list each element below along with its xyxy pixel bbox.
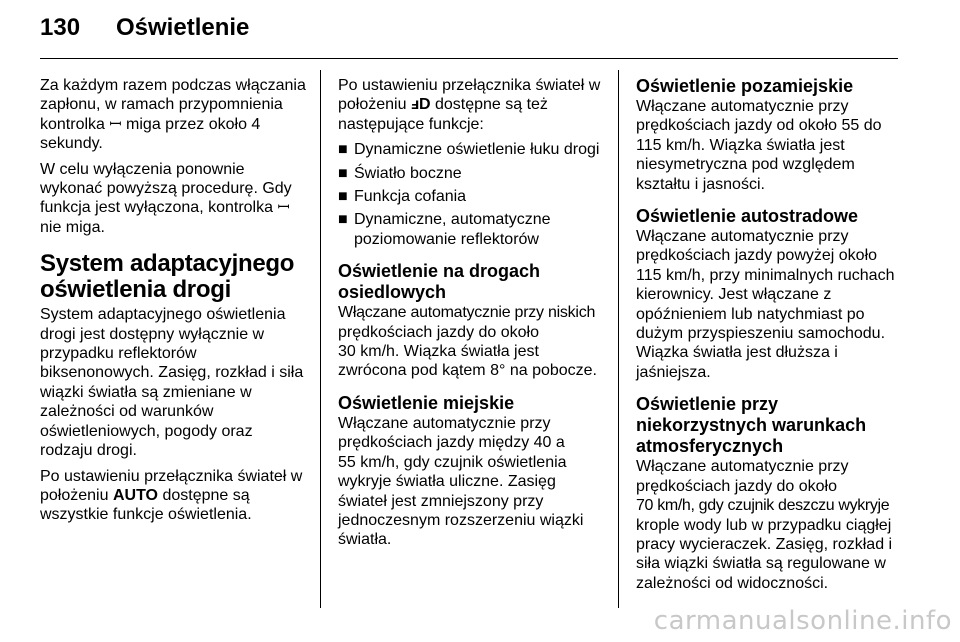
subheading-city-lighting: Oświetlenie miejskie [338,392,515,413]
list-item: ■ Dynamiczne, automatyczne poziomowanie reflektorów [338,211,551,248]
paragraph-low-beam-intro: Po ustawieniu przełącznika świateł w położeniu ⅎD dostępne są też następujące funkcje: [338,77,601,133]
bullet-icon: ■ [338,188,348,206]
paragraph-country-lighting: Włączane automatycznie przy niskich prędkościach jazdy do około 30 km/h. Wiązka światła jest zwrócona pod kątem 8° na pobocze. [338,304,597,380]
subheading-adverse-weather-lighting: Oświetlenie przy niekorzystnych warunkach atmosferycznych [636,394,867,457]
paragraph-rural-lighting: Włączane automatycznie przy prędkościach jazdy od około 55 do 115 km/h. Wiązka światła jest niesymetryczna pod względem kształtu i jasności. [636,98,882,193]
auto-label: AUTO [112,486,158,504]
paragraph-reminder: Za każdym razem podczas włączania zapłonu, w ramach przypomnienia kontrolka ꟷ miga przez około 4 sekundy. [40,77,306,153]
paragraph-city-lighting: Włączane automatycznie przy prędkościach jazdy między 40 a 55 km/h, gdy czujnik oświetlenia wykryje światła uliczne. Zasięg świateł jest zmniejszony przy jednoczesnym rozszerzeniu wiązki światła. [338,414,584,549]
column-divider-2 [618,70,619,608]
paragraph-disable: W celu wyłączenia ponownie wykonać powyższą procedurę. Gdy funkcja jest wyłączona, kontrolka ꟷ nie miga. [40,160,292,236]
indicator-lamp-icon: ꟷ [277,199,290,217]
page-number: 130 [40,14,81,41]
subheading-country-lighting: Oświetlenie na drogach osiedlowych [338,261,541,303]
column-3 [636,76,904,599]
column-1 [40,76,308,531]
subheading-motorway-lighting: Oświetlenie autostradowe [636,206,859,227]
column-divider-1 [320,70,321,608]
bullet-icon: ■ [338,164,348,182]
bullet-icon: ■ [338,141,348,159]
header-rule [40,58,898,59]
chapter-title: Oświetlenie [116,14,250,41]
paragraph-auto-position: Po ustawieniu przełącznika świateł w położeniu AUTO dostępne są wszystkie funkcje oświetlenia. [40,467,303,524]
paragraph-motorway-lighting: Włączane automatycznie przy prędkościach jazdy powyżej około 115 km/h, przy minimalnych ruchach kierownicy. Jest włączane z opóźnieniem lub natychmiast po dużym przyspieszeniu samochodu. Wiązka światła jest dłuższa i jaśniejsza. [636,228,895,381]
column-2 [338,76,606,556]
section-heading-adaptive-lighting: System adaptacyjnego oświetlenia drogi [40,250,295,304]
low-beam-icon: ⅎD [410,96,431,114]
list-item: ■ Funkcja cofania [338,188,467,206]
feature-list [338,140,606,249]
list-item: ■ Dynamiczne oświetlenie łuku drogi [338,141,600,159]
subheading-rural-lighting: Oświetlenie pozamiejskie [636,76,854,96]
paragraph-adaptive-intro: System adaptacyjnego oświetlenia drogi jest dostępny wyłącznie w przypadku reflektorów biksenonowych. Zasięg, rozkład i siła wiązki światła są zmieniane w zależności od warunków oświetleniowych, pogody oraz rodzaju drogi. [40,306,304,460]
watermark: carmanualsonline.info [653,606,952,636]
bullet-icon: ■ [338,211,348,229]
indicator-lamp-icon: ꟷ [109,115,122,133]
paragraph-adverse-weather-lighting: Włączane automatycznie przy prędkościach jazdy do około 70 km/h, gdy czujnik deszczu wykryje krople wody lub w przypadku ciągłej pracy wycieraczek. Zasięg, rozkład i siła wiązki światła są regulowane w zależności od widoczności. [636,458,893,592]
list-item: ■ Światło boczne [338,164,462,182]
